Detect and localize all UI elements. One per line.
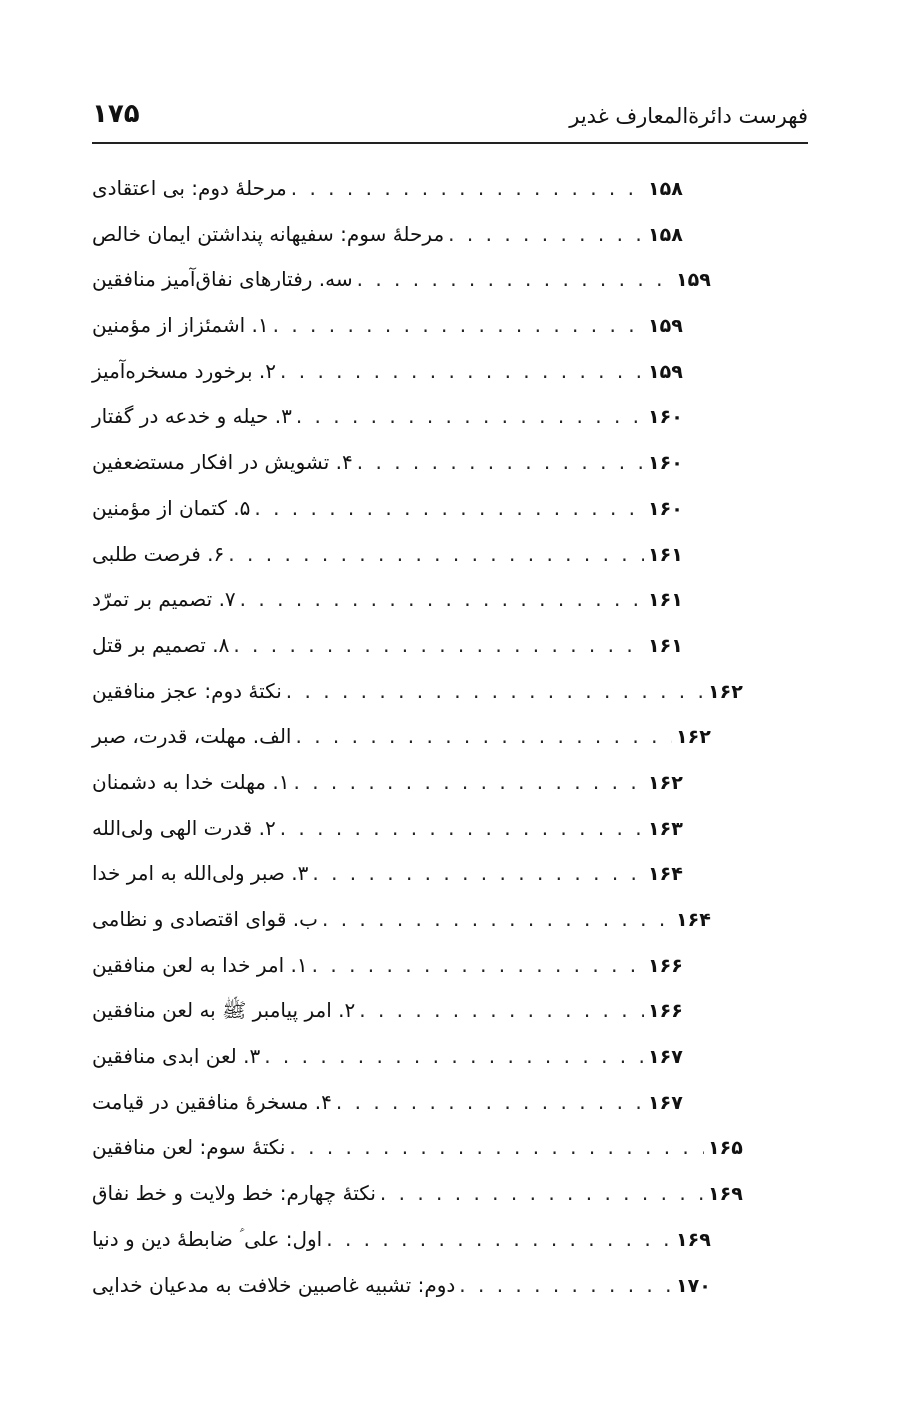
toc-entry-page-number: ۱۶۲ — [676, 726, 711, 749]
toc-dot-leader — [322, 897, 672, 943]
toc-dot-leader — [312, 943, 644, 989]
toc-entry — [92, 669, 900, 715]
toc-entry-page-number: ۱۶۳ — [648, 817, 683, 840]
toc-dot-leader — [280, 349, 644, 395]
toc-entry-title: ۳. صبر ولی‌الله به امر خدا — [92, 861, 309, 886]
toc-dot-leader — [357, 440, 644, 486]
toc-entry — [92, 1171, 900, 1217]
toc-entry-page-number: ۱۶۴ — [676, 909, 711, 931]
table-of-contents — [92, 166, 900, 1308]
toc-entry-title: نکتۀ سوم: لعن منافقین — [92, 1135, 286, 1160]
toc-entry-title: ۲. برخورد مسخره‌آمیز — [92, 358, 277, 383]
toc-entry — [92, 1125, 900, 1171]
toc-entry — [92, 714, 900, 760]
toc-entry — [92, 623, 900, 669]
toc-entry-page-number: ۱۶۷ — [648, 1046, 683, 1069]
toc-entry-page-number: ۱۶۱ — [648, 589, 683, 612]
toc-entry-title: ۲. امر پیامبر ﷺ به لعن منافقین — [92, 998, 356, 1023]
toc-entry-title: نکتۀ دوم: عجز منافقین — [92, 678, 282, 703]
header-rule — [92, 142, 808, 144]
toc-dot-leader — [273, 303, 644, 349]
toc-entry-page-number: ۱۵۹ — [676, 269, 711, 292]
toc-entry — [92, 440, 900, 486]
toc-entry-page-number: ۱۶۵ — [708, 1137, 743, 1160]
toc-dot-leader — [459, 1263, 672, 1309]
toc-entry-title: الف. مهلت، قدرت، صبر — [92, 724, 292, 749]
toc-dot-leader — [359, 988, 644, 1034]
toc-entry-page-number: ۱۶۹ — [708, 1183, 743, 1206]
toc-dot-leader — [293, 760, 644, 806]
toc-entry-page-number: ۱۶۶ — [648, 1000, 683, 1023]
toc-entry-page-number: ۱۶۰ — [648, 452, 683, 475]
toc-entry-page-number: ۱۶۶ — [648, 954, 683, 977]
toc-entry-title: ۸. تصمیم بر قتل — [92, 632, 230, 657]
toc-entry-page-number: ۱۶۱ — [648, 543, 683, 566]
toc-entry-title: اول: علی ؑ ضابطۀ دین و دنیا — [92, 1226, 323, 1251]
toc-entry-page-number: ۱۶۲ — [648, 771, 683, 794]
toc-entry — [92, 1034, 900, 1080]
toc-entry-title: ۱. مهلت خدا به دشمنان — [92, 769, 290, 794]
toc-entry-title: سه. رفتارهای نفاق‌آمیز منافقین — [92, 267, 353, 292]
running-title: فهرست دائرةالمعارف غدیر — [569, 104, 808, 128]
toc-entry — [92, 806, 900, 852]
toc-dot-leader — [312, 851, 644, 897]
toc-entry — [92, 760, 900, 806]
toc-entry — [92, 212, 900, 258]
toc-entry — [92, 851, 900, 897]
toc-entry — [92, 943, 900, 989]
toc-entry-page-number: ۱۵۹ — [648, 360, 683, 383]
page-number: ۱۷۵ — [92, 99, 140, 129]
toc-entry-title: ۲. قدرت الهی ولی‌الله — [92, 815, 276, 840]
toc-entry-title: دوم: تشبیه غاصبین خلافت به مدعیان خدایی — [92, 1272, 456, 1297]
toc-entry-title: ب. قوای اقتصادی و نظامی — [92, 907, 318, 931]
toc-entry-page-number: ۱۶۴ — [648, 863, 683, 886]
toc-entry-page-number: ۱۶۷ — [648, 1091, 683, 1114]
toc-entry-title: ۶. فرصت طلبی — [92, 541, 225, 566]
toc-entry-page-number: ۱۷۰ — [676, 1274, 711, 1297]
toc-dot-leader — [295, 714, 672, 760]
toc-entry — [92, 988, 900, 1034]
toc-dot-leader — [240, 577, 644, 623]
toc-dot-leader — [380, 1171, 704, 1217]
toc-entry-title: مرحلۀ سوم: سفیهانه پنداشتن ایمان خالص — [92, 221, 445, 246]
toc-entry — [92, 1263, 900, 1309]
toc-entry — [92, 303, 900, 349]
toc-entry-title: ۱. اشمئزاز از مؤمنین — [92, 313, 269, 338]
toc-entry-title: ۱. امر خدا به لعن منافقین — [92, 952, 308, 977]
toc-entry-title: ۳. لعن ابدی منافقین — [92, 1044, 261, 1069]
toc-entry — [92, 577, 900, 623]
toc-entry-page-number: ۱۶۰ — [648, 497, 683, 520]
toc-entry-page-number: ۱۶۰ — [648, 406, 683, 429]
toc-entry — [92, 394, 900, 440]
toc-dot-leader — [357, 257, 672, 303]
toc-entry-page-number: ۱۶۲ — [708, 680, 743, 703]
toc-dot-leader — [296, 394, 644, 440]
toc-dot-leader — [228, 532, 644, 578]
toc-entry-page-number: ۱۵۸ — [648, 223, 683, 246]
toc-entry — [92, 1217, 900, 1263]
toc-dot-leader — [233, 623, 644, 669]
toc-dot-leader — [326, 1217, 672, 1263]
toc-entry-page-number: ۱۶۹ — [676, 1228, 711, 1251]
toc-dot-leader — [336, 1080, 644, 1126]
toc-entry-page-number: ۱۶۱ — [648, 634, 683, 657]
toc-entry — [92, 349, 900, 395]
toc-dot-leader — [289, 1125, 704, 1171]
toc-dot-leader — [291, 166, 644, 212]
toc-entry — [92, 257, 900, 303]
toc-dot-leader — [264, 1034, 644, 1080]
toc-dot-leader — [448, 212, 644, 258]
toc-entry-title: ۴. مسخرۀ منافقین در قیامت — [92, 1089, 332, 1114]
toc-entry-title: ۵. کتمان از مؤمنین — [92, 495, 251, 520]
toc-dot-leader — [254, 486, 644, 532]
toc-entry-title: مرحلۀ دوم: بی اعتقادی — [92, 176, 287, 200]
toc-entry-title: نکتۀ چهارم: خط ولایت و خط نفاق — [92, 1181, 376, 1206]
toc-entry-title: ۴. تشویش در افکار مستضعفین — [92, 450, 353, 475]
toc-entry — [92, 166, 900, 212]
toc-entry — [92, 532, 900, 578]
toc-entry-title: ۳. حیله و خدعه در گفتار — [92, 404, 292, 429]
toc-entry-page-number: ۱۵۹ — [648, 315, 683, 338]
toc-dot-leader — [286, 669, 704, 715]
toc-entry — [92, 1080, 900, 1126]
toc-entry — [92, 897, 900, 943]
toc-entry-title: ۷. تصمیم بر تمرّد — [92, 587, 236, 612]
toc-dot-leader — [280, 806, 644, 852]
toc-entry — [92, 486, 900, 532]
toc-entry-page-number: ۱۵۸ — [648, 178, 683, 200]
